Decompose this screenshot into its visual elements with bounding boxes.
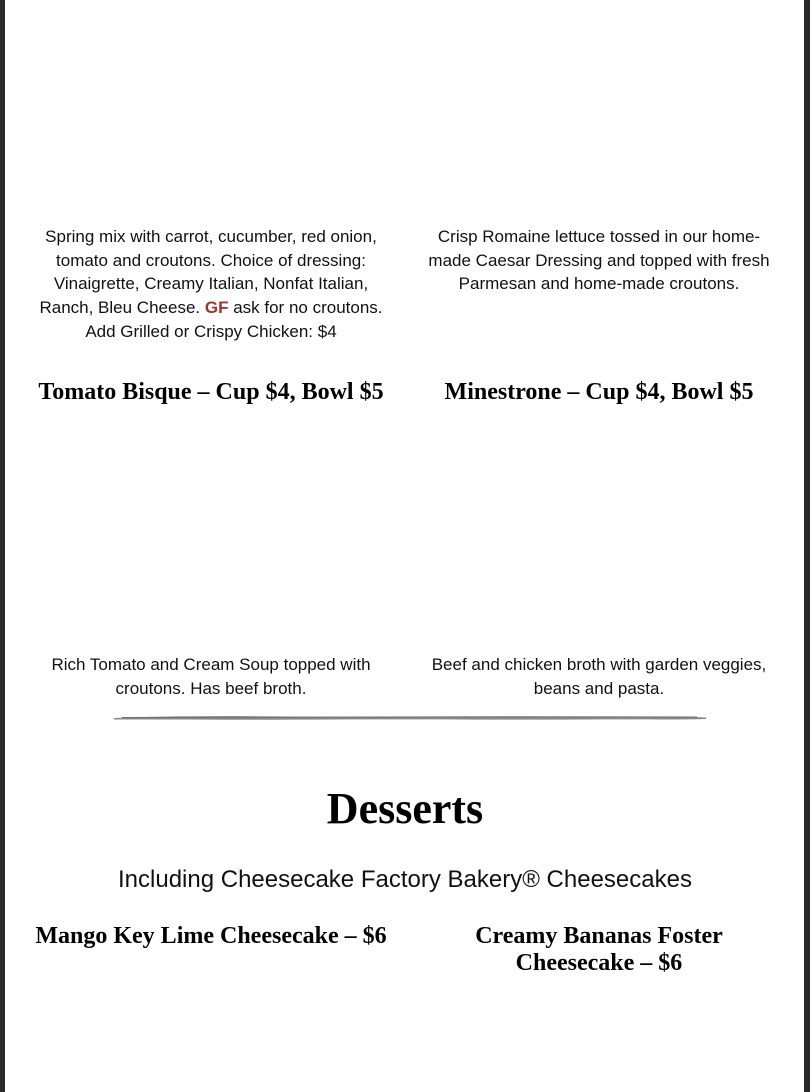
- bananas-foster-cheesecake-title: Creamy Bananas Foster Cheesecake – $6: [475, 923, 723, 976]
- mango-key-lime-cheesecake-title: Mango Key Lime Cheesecake – $6: [35, 923, 387, 949]
- house-salad-text: Spring mix with carrot, cucumber, red onion, tomato and croutons. Choice of dressing: Vinaigrette, Creamy Italian, Nonfat Italian, Ranch, Bleu Cheese.: [39, 227, 377, 318]
- house-salad-gf-note: ask for no croutons.: [233, 298, 383, 318]
- tomato-bisque-description: Rich Tomato and Cream Soup topped with croutons. Has beef broth.: [51, 655, 371, 698]
- page-border-right: [804, 0, 810, 1092]
- minestrone-title: Minestrone – Cup $4, Bowl $5: [444, 379, 754, 405]
- house-salad-description: [30, 225, 392, 344]
- caesar-salad-description: Crisp Romaine lettuce tossed in our home-made Caesar Dressing and topped with fresh Parmesan and home-made croutons.: [428, 227, 770, 294]
- tomato-bisque-title: Tomato Bisque – Cup $4, Bowl $5: [38, 379, 384, 405]
- desserts-subheading: Including Cheesecake Factory Bakery® Cheesecakes: [118, 866, 692, 893]
- minestrone-description: Beef and chicken broth with garden veggies, beans and pasta.: [431, 655, 767, 698]
- desserts-heading: Desserts: [326, 784, 484, 833]
- gluten-free-label: GF: [204, 298, 229, 318]
- section-divider: [112, 710, 708, 726]
- page-border-left: [0, 0, 5, 1092]
- house-salad-addon: Add Grilled or Crispy Chicken: $4: [85, 321, 337, 341]
